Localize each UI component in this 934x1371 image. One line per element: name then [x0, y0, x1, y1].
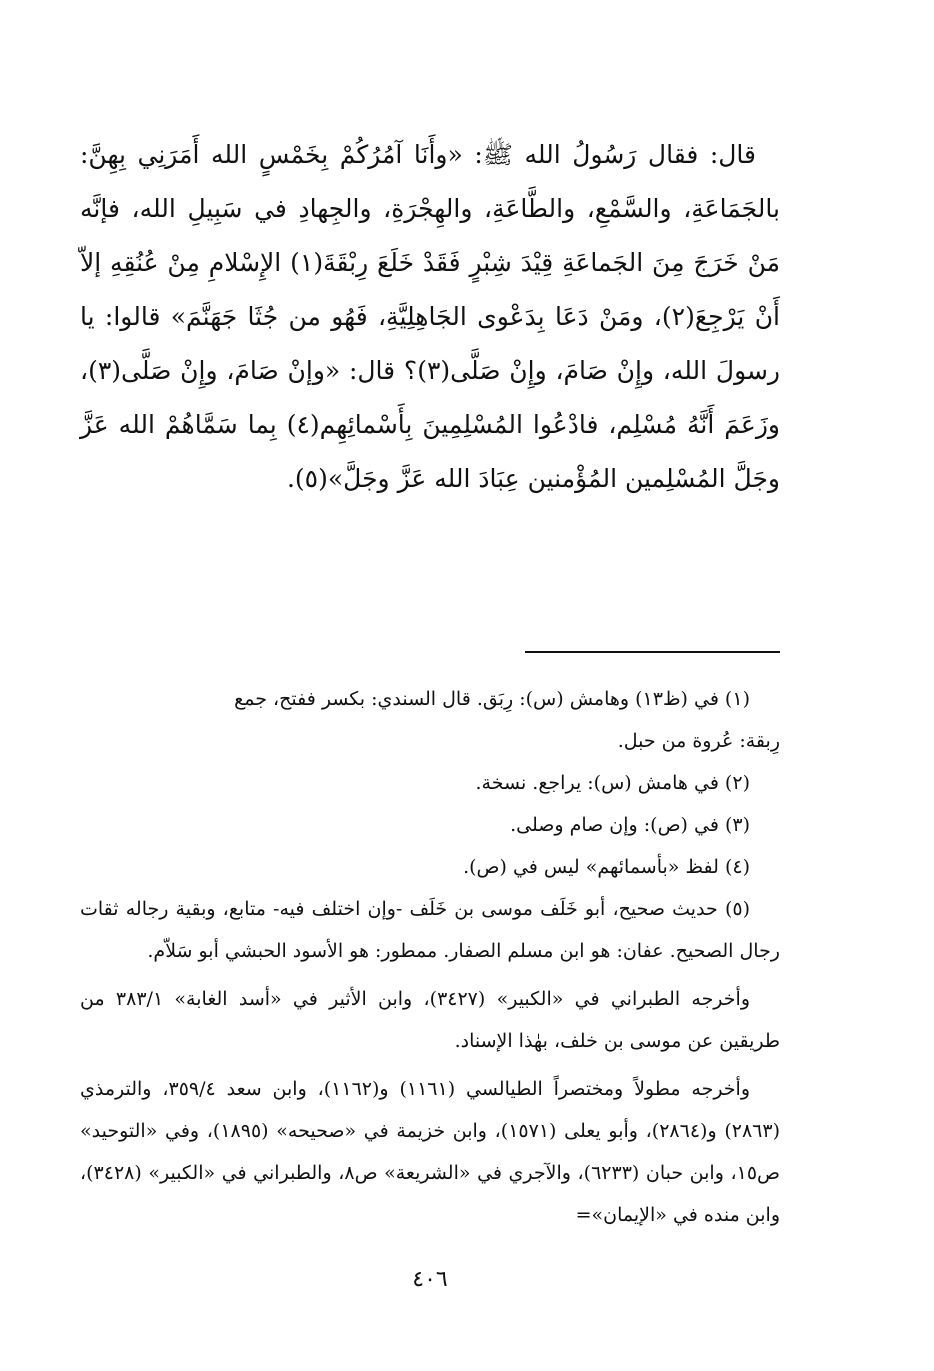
footnote-2: (٢) في هامش (س): يراجع. نسخة. [475, 772, 750, 794]
book-page [80, 0, 780, 1371]
hadith-paragraph [80, 128, 780, 506]
footnote-1-continuation: رِبقة: عُروة من حبل. [617, 730, 780, 752]
footnote-4: (٤) لفظ «بأسمائهم» ليس في (ص). [463, 856, 750, 878]
footnote-1: (١) في (ظ١٣) وهامش (س): رِبَق. قال السندي: بكسر ففتح، جمع [234, 688, 750, 710]
footnote-separator [525, 651, 780, 653]
page-number: ٤٠٦ [412, 1267, 448, 1292]
footnote-5-paragraph-3: وأخرجه مطولاً ومختصراً الطيالسي (١١٦١) و(١١٦٢)، وابن سعد ٣٥٩/٤، والترمذي (٢٨٦٣) و(٢٨٦٤)، وأبو يعلى (١٥٧١)، وابن خزيمة في «صحيحه» (١٨٩٥)، وفي «التوحيد» ص١٥، وابن حبان (٦٢٣٣)، والآجري في «الشريعة» ص٨، والطبراني في «الكبير» (٣٤٢٨)، وابن منده في «الإيمان»= [80, 1078, 781, 1226]
hadith-text: قال: فقال رَسُولُ الله ﷺ: «وأَنَا آمُرُكُمْ بِخَمْسٍ الله أَمَرَنِي بِهِنَّ: بالجَمَاعَةِ، والسَّمْعِ، والطَّاعَةِ، والهِجْرَةِ، والجِهادِ في سَبِيلِ الله، فإنَّه مَنْ خَرَجَ مِنَ الجَماعَةِ قِيْدَ شِبْرٍ فَقَدْ خَلَعَ رِبْقَةَ(١) الإِسْلامِ مِنْ عُنُقِهِ إلاّ أَنْ يَرْجِعَ(٢)، ومَنْ دَعَا بِدَعْوى الجَاهِلِيَّةِ، فَهُو من جُثَا جَهَنَّمَ» قالوا: يا رسولَ الله، وإِنْ صَامَ، وإِنْ صَلَّى(٣)؟ قال: «وإنْ صَامَ، وإِنْ صَلَّى(٣)، وزَعَمَ أَنَّهُ مُسْلِم، فادْعُوا المُسْلِمِينَ بِأَسْمائِهِم(٤) بِما سَمَّاهُمْ الله عَزَّ وجَلَّ المُسْلِمين المُؤْمنين عِبَادَ الله عَزَّ وجَلَّ»(٥). [80, 140, 781, 493]
footnote-3: (٣) في (ص): وإن صام وصلى. [510, 814, 750, 836]
main-text-block [80, 128, 780, 506]
footnote-5-paragraph-2: وأخرجه الطبراني في «الكبير» (٣٤٢٧)، وابن الأثير في «أسد الغابة» ٣٨٣/١ من طريقين عن موسى بن خلف، بهٰذا الإسناد. [80, 988, 780, 1052]
footnotes-block [80, 678, 780, 1236]
footnote-5: (٥) حديث صحيح، أبو خَلَف موسى بن خَلَف -وإن اختلف فيه- متابع، وبقية رجاله ثقات رجال الصحيح. عفان: هو ابن مسلم الصفار. ممطور: هو الأسود الحبشي أبو سَلاّم. [80, 898, 780, 962]
